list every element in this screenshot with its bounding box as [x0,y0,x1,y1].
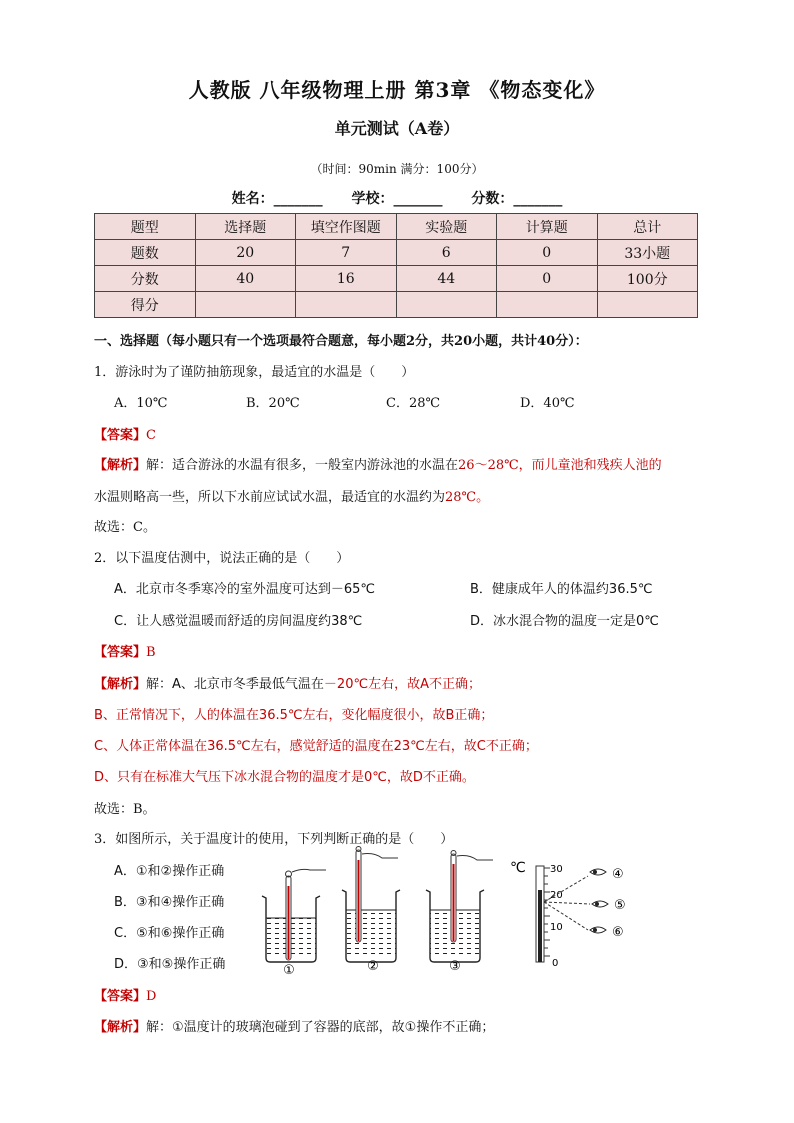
question-1-analysis-line-1 [94,454,662,473]
eye-icon [592,901,608,907]
section-heading: 一、选择题（每小题只有一个选项最符合题意，每小题2分，共20小题，共计40分）： [94,334,588,349]
table-cell: 16 [296,266,397,292]
table-header-row [95,214,698,240]
score-table [94,213,698,318]
table-cell: 得分 [95,292,196,318]
question-2-analysis-b: B、正常情况下，人的体温在36.5℃左右，变化幅度很小，故B正确； [94,708,494,723]
question-1-option-d: D．40℃ [520,396,575,411]
question-2-answer [94,641,156,660]
table-cell [396,292,497,318]
answer-value: C [146,428,156,443]
beaker-3 [426,851,493,963]
table-cell: 6 [396,240,497,266]
table-cell [497,292,598,318]
school-field: 学校：_______ [351,191,443,207]
question-2-analysis-line-1 [94,673,481,692]
scale-tick: 20 [550,890,563,901]
question-1-option-c: C．28℃ [386,396,441,411]
scale-tick: 10 [550,922,563,933]
table-cell: 分数 [95,266,196,292]
analysis-text: 水温则略高一些，所以下水前应试试水温，最适宜的水温约为 [94,490,446,505]
answer-label: 【答案】 [94,989,147,1004]
table-cell: 题数 [95,240,196,266]
beaker-label: ① [283,963,295,978]
question-2-option-b: B．健康成年人的体温约36.5℃ [470,582,653,597]
analysis-label: 【解析】 [94,677,147,692]
question-3-analysis-line-1 [94,1016,494,1035]
question-3-answer [94,985,156,1004]
table-cell: 100分 [597,266,698,292]
time-info: （时间：90min 满分：100分） [310,162,484,176]
answer-value: B [146,645,156,660]
document-title: 人教版 八年级物理上册 第3章 《物态变化》 [188,78,606,102]
table-header-cell: 计算题 [497,214,598,240]
eye-label: ⑤ [614,898,626,913]
analysis-text-highlight: －20℃左右，故A不正确； [323,677,481,692]
analysis-text-highlight: 28℃。 [445,490,490,505]
answer-value: D [146,989,157,1004]
scale-tick: 30 [550,864,563,875]
student-info [0,188,794,208]
question-3-option-d: D．③和⑤操作正确 [114,957,226,972]
beaker-label: ② [367,959,379,974]
score-field: 分数：_______ [471,191,563,207]
table-cell: 44 [396,266,497,292]
table-header-cell: 填空作图题 [296,214,397,240]
scale-tick: 0 [552,958,559,969]
question-2-option-d: D．冰水混合物的温度一定是0℃ [470,614,659,629]
name-field: 姓名：_______ [231,191,323,207]
question-3-option-b: B．③和④操作正确 [114,895,225,910]
table-header-cell: 选择题 [195,214,296,240]
document-subtitle: 单元测试（A卷） [334,119,460,138]
analysis-text: 解：①温度计的玻璃泡碰到了容器的底部，故①操作不正确； [146,1020,495,1035]
eye-icon [590,869,606,875]
table-header-cell: 题型 [95,214,196,240]
analysis-text: 解：A、北京市冬季最低气温在 [146,677,324,692]
analysis-label: 【解析】 [94,458,147,473]
thermometer-scale [510,860,563,969]
table-cell: 7 [296,240,397,266]
table-row [95,240,698,266]
table-row [95,266,698,292]
eye-label: ④ [612,867,624,882]
question-1-analysis-line-2 [94,486,489,505]
question-2-stem: 2．以下温度估测中，说法正确的是（ ） [94,551,350,566]
table-row [95,292,698,318]
analysis-text-highlight: 26～28℃，而儿童池和残疾人池的 [458,458,662,473]
answer-label: 【答案】 [94,645,147,660]
answer-label: 【答案】 [94,428,147,443]
beaker-2 [342,847,400,963]
question-1-option-a: A．10℃ [114,396,168,411]
table-cell: 40 [195,266,296,292]
question-3-option-c: C．⑤和⑥操作正确 [114,926,225,941]
thermometer-figure [258,846,638,978]
question-3-stem: 3．如图所示，关于温度计的使用，下列判断正确的是（ ） [94,832,454,847]
table-header-cell: 实验题 [396,214,497,240]
question-1-answer [94,424,156,443]
table-header-cell: 总计 [597,214,698,240]
analysis-label: 【解析】 [94,1020,147,1035]
question-1-conclusion: 故选：C。 [94,520,156,535]
question-2-analysis-c: C、人体正常体温在36.5℃左右，感觉舒适的温度在23℃左右，故C不正确； [94,739,538,754]
question-2-option-a: A．北京市冬季寒冷的室外温度可达到－65℃ [114,582,376,597]
beaker-1 [262,869,326,962]
eye-icon [590,927,606,933]
table-cell: 0 [497,240,598,266]
table-cell: 0 [497,266,598,292]
question-3-option-a: A．①和②操作正确 [114,864,225,879]
table-cell: 33小题 [597,240,698,266]
table-cell [195,292,296,318]
question-1-option-b: B．20℃ [246,396,300,411]
table-cell [296,292,397,318]
table-cell: 20 [195,240,296,266]
question-1-stem: 1．游泳时为了谨防抽筋现象，最适宜的水温是（ ） [94,365,415,380]
beaker-label: ③ [449,959,461,974]
analysis-text: 解：适合游泳的水温有很多，一般室内游泳池的水温在 [146,458,459,473]
question-2-analysis-d: D、只有在标准大气压下冰水混合物的温度才是0℃，故D不正确。 [94,770,475,785]
question-2-conclusion: 故选：B。 [94,802,156,817]
question-2-option-c: C．让人感觉温暖而舒适的房间温度约38℃ [114,614,363,629]
table-cell [597,292,698,318]
eye-label: ⑥ [612,925,624,940]
unit-label: ℃ [510,860,526,876]
